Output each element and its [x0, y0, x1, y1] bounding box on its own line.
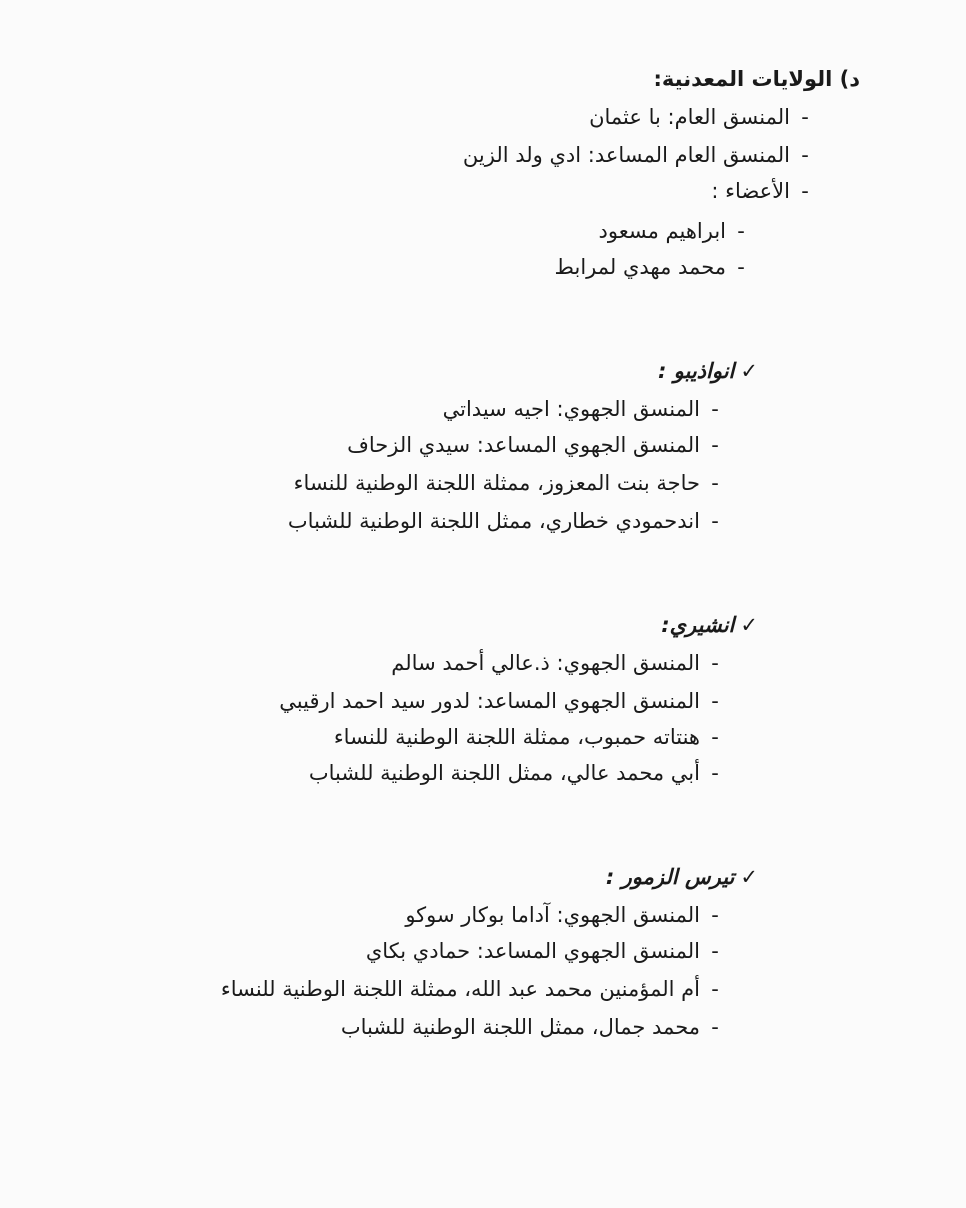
- list-item: -أبي محمد عالي، ممثل اللجنة الوطنية للشباب: [309, 756, 730, 790]
- list-item: -المنسق الجهوي: ذ.عالي أحمد سالم: [391, 646, 730, 680]
- section-heading-tiris-zemmour: ✓تيرس الزمور :: [606, 860, 758, 894]
- list-item: -المنسق العام: با عثمان: [589, 100, 820, 134]
- list-item: -المنسق الجهوي المساعد: لدور سيد احمد ارقيبي: [279, 684, 730, 718]
- dash-bullet: -: [711, 397, 719, 421]
- dash-bullet: -: [801, 179, 809, 203]
- list-item: -المنسق الجهوي: اجيه سيداتي: [443, 392, 730, 426]
- dash-bullet: -: [711, 761, 719, 785]
- sub-list-item: -ابراهيم مسعود: [599, 214, 756, 248]
- dash-bullet: -: [711, 725, 719, 749]
- dash-bullet: -: [711, 689, 719, 713]
- list-item: -محمد جمال، ممثل اللجنة الوطنية للشباب: [341, 1010, 730, 1044]
- list-item: -اندحمودي خطاري، ممثل اللجنة الوطنية للشباب: [288, 504, 730, 538]
- dash-bullet: -: [737, 219, 745, 243]
- list-item: -حاجة بنت المعزوز، ممثلة اللجنة الوطنية للنساء: [294, 466, 730, 500]
- checkmark-icon: ✓: [740, 359, 758, 383]
- list-item: -الأعضاء :: [711, 174, 820, 208]
- list-item: -المنسق الجهوي المساعد: سيدي الزحاف: [347, 428, 730, 462]
- sub-list-item: -محمد مهدي لمرابط: [555, 250, 756, 284]
- dash-bullet: -: [801, 105, 809, 129]
- section-heading-nouadhibou: ✓انواذيبو :: [658, 354, 758, 388]
- dash-bullet: -: [711, 1015, 719, 1039]
- list-item: -المنسق العام المساعد: ادي ولد الزين: [463, 138, 820, 172]
- dash-bullet: -: [711, 471, 719, 495]
- dash-bullet: -: [711, 433, 719, 457]
- section-heading-inchiri: ✓انشيري:: [661, 608, 758, 642]
- dash-bullet: -: [711, 977, 719, 1001]
- section-heading-mining-states: د) الولايات المعدنية:: [653, 67, 860, 91]
- list-item: -هنتاته حمبوب، ممثلة اللجنة الوطنية للنساء: [334, 720, 730, 754]
- list-item: -أم المؤمنين محمد عبد الله، ممثلة اللجنة الوطنية للنساء: [221, 972, 730, 1006]
- dash-bullet: -: [711, 509, 719, 533]
- dash-bullet: -: [737, 255, 745, 279]
- dash-bullet: -: [801, 143, 809, 167]
- checkmark-icon: ✓: [740, 865, 758, 889]
- dash-bullet: -: [711, 939, 719, 963]
- list-item: -المنسق الجهوي المساعد: حمادي بكاي: [366, 934, 730, 968]
- checkmark-icon: ✓: [740, 613, 758, 637]
- dash-bullet: -: [711, 903, 719, 927]
- list-item: -المنسق الجهوي: آداما بوكار سوكو: [405, 898, 730, 932]
- dash-bullet: -: [711, 651, 719, 675]
